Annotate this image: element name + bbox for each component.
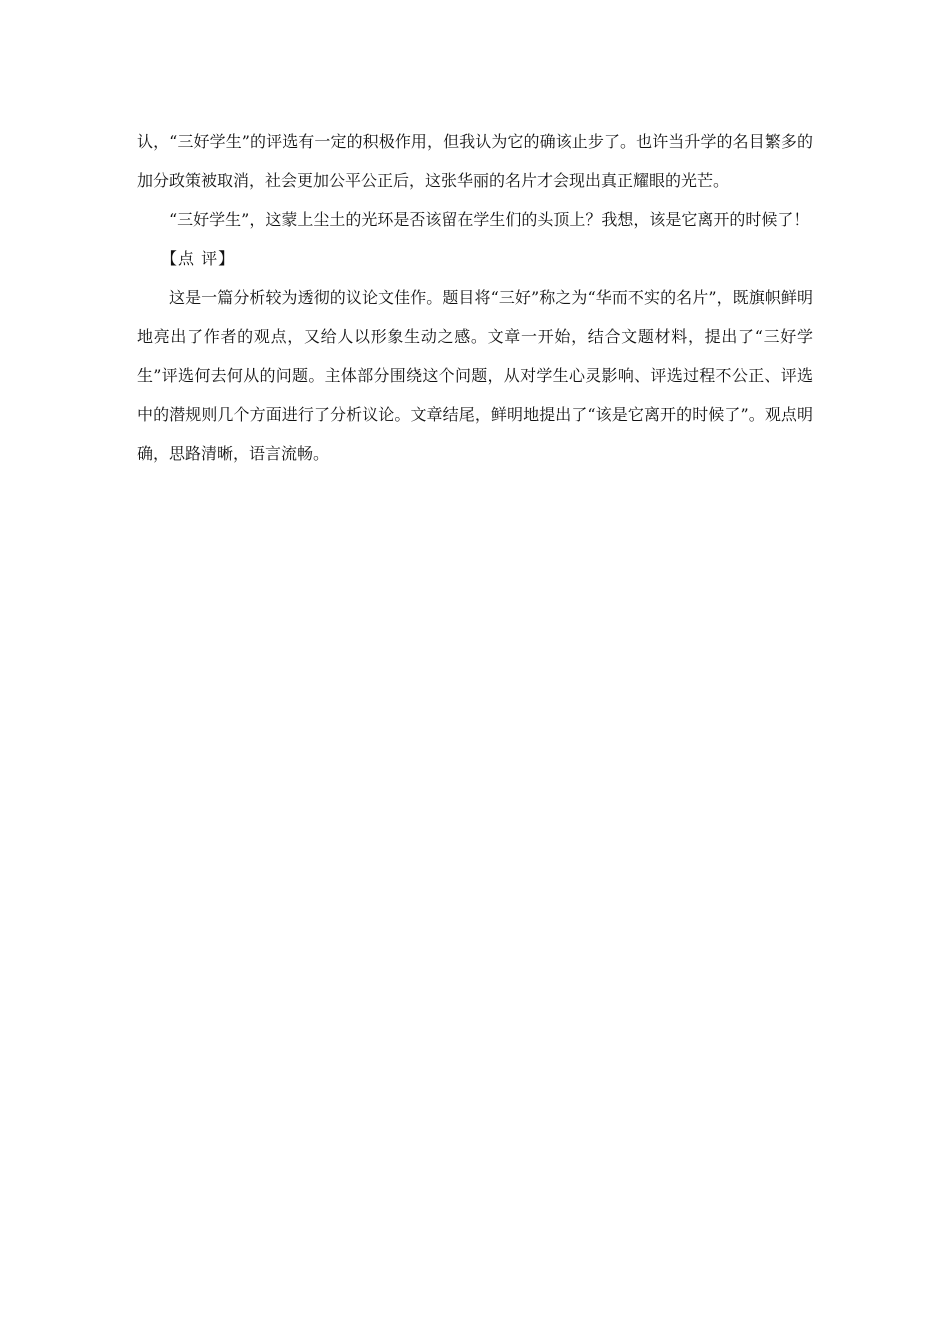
document-body bbox=[137, 122, 813, 473]
comment-body: 这是一篇分析较为透彻的议论文佳作。题目将“三好”称之为“华而不实的名片”，既旗帜鲜明地亮出了作者的观点，又给人以形象生动之感。文章一开始，结合文题材料，提出了“三好学生”评选何去何从的问题。主体部分围绕这个问题，从对学生心灵影响、评选过程不公正、评选中的潜规则几个方面进行了分析议论。文章结尾，鲜明地提出了“该是它离开的时候了”。观点明确，思路清晰，语言流畅。 bbox=[137, 288, 813, 463]
comment-heading: 【点 评】 bbox=[161, 249, 236, 268]
paragraph-conclusion: “三好学生”，这蒙上尘土的光环是否该留在学生们的头顶上？我想，该是它离开的时候了！ bbox=[169, 210, 810, 229]
paragraph-continuation: 认，“三好学生”的评选有一定的积极作用，但我认为它的确该止步了。也许当升学的名目繁多的加分政策被取消，社会更加公平公正后，这张华丽的名片才会现出真正耀眼的光芒。 bbox=[137, 132, 813, 190]
